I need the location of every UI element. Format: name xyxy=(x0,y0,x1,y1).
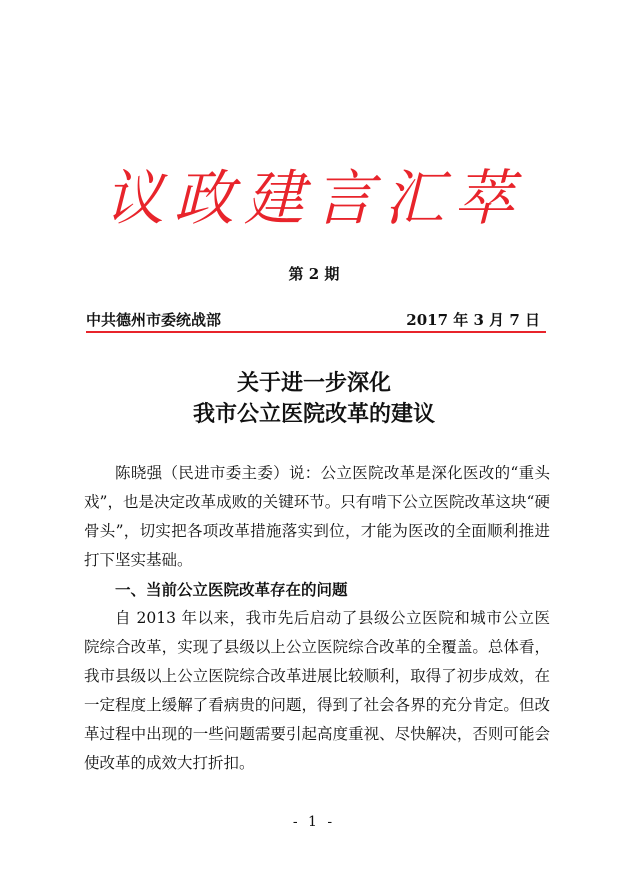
page-number: - 1 - xyxy=(292,814,336,830)
intro-paragraph: 陈晓强（民进市委主委）说：公立医院改革是深化医改的“重头戏”，也是决定改革成败的关键环节。只有啃下公立医院改革这块“硬骨头”，切实把各项改革措施落实到位，才能为医改的全面顺利推进打下坚实基础。 xyxy=(84,464,550,569)
section-heading: 一、当前公立医院改革存在的问题 xyxy=(115,580,348,599)
issue-number: 第 2 期 xyxy=(288,265,340,283)
red-divider-rule xyxy=(86,331,546,333)
article-title-line-1: 关于进一步深化 xyxy=(236,370,391,396)
article-title-line-2: 我市公立医院改革的建议 xyxy=(192,401,435,427)
issue-date: 2017 年 3 月 7 日 xyxy=(406,311,540,329)
body-paragraph: 自 2013 年以来，我市先后启动了县级公立医院和城市公立医院综合改革，实现了县级以上公立医院综合改革的全覆盖。总体看，我市县级以上公立医院综合改革进展比较顺利，取得了初步成效，在一定程度上缓解了看病贵的问题，得到了社会各界的充分肯定。但改革过程中出现的一些问题需要引起高度重视、尽快解决，否则可能会使改革的成效大打折扣。 xyxy=(84,609,550,772)
article-body xyxy=(84,459,550,778)
issuing-department: 中共德州市委统战部 xyxy=(86,311,222,329)
masthead-title: 议政建言汇萃 xyxy=(104,164,524,234)
